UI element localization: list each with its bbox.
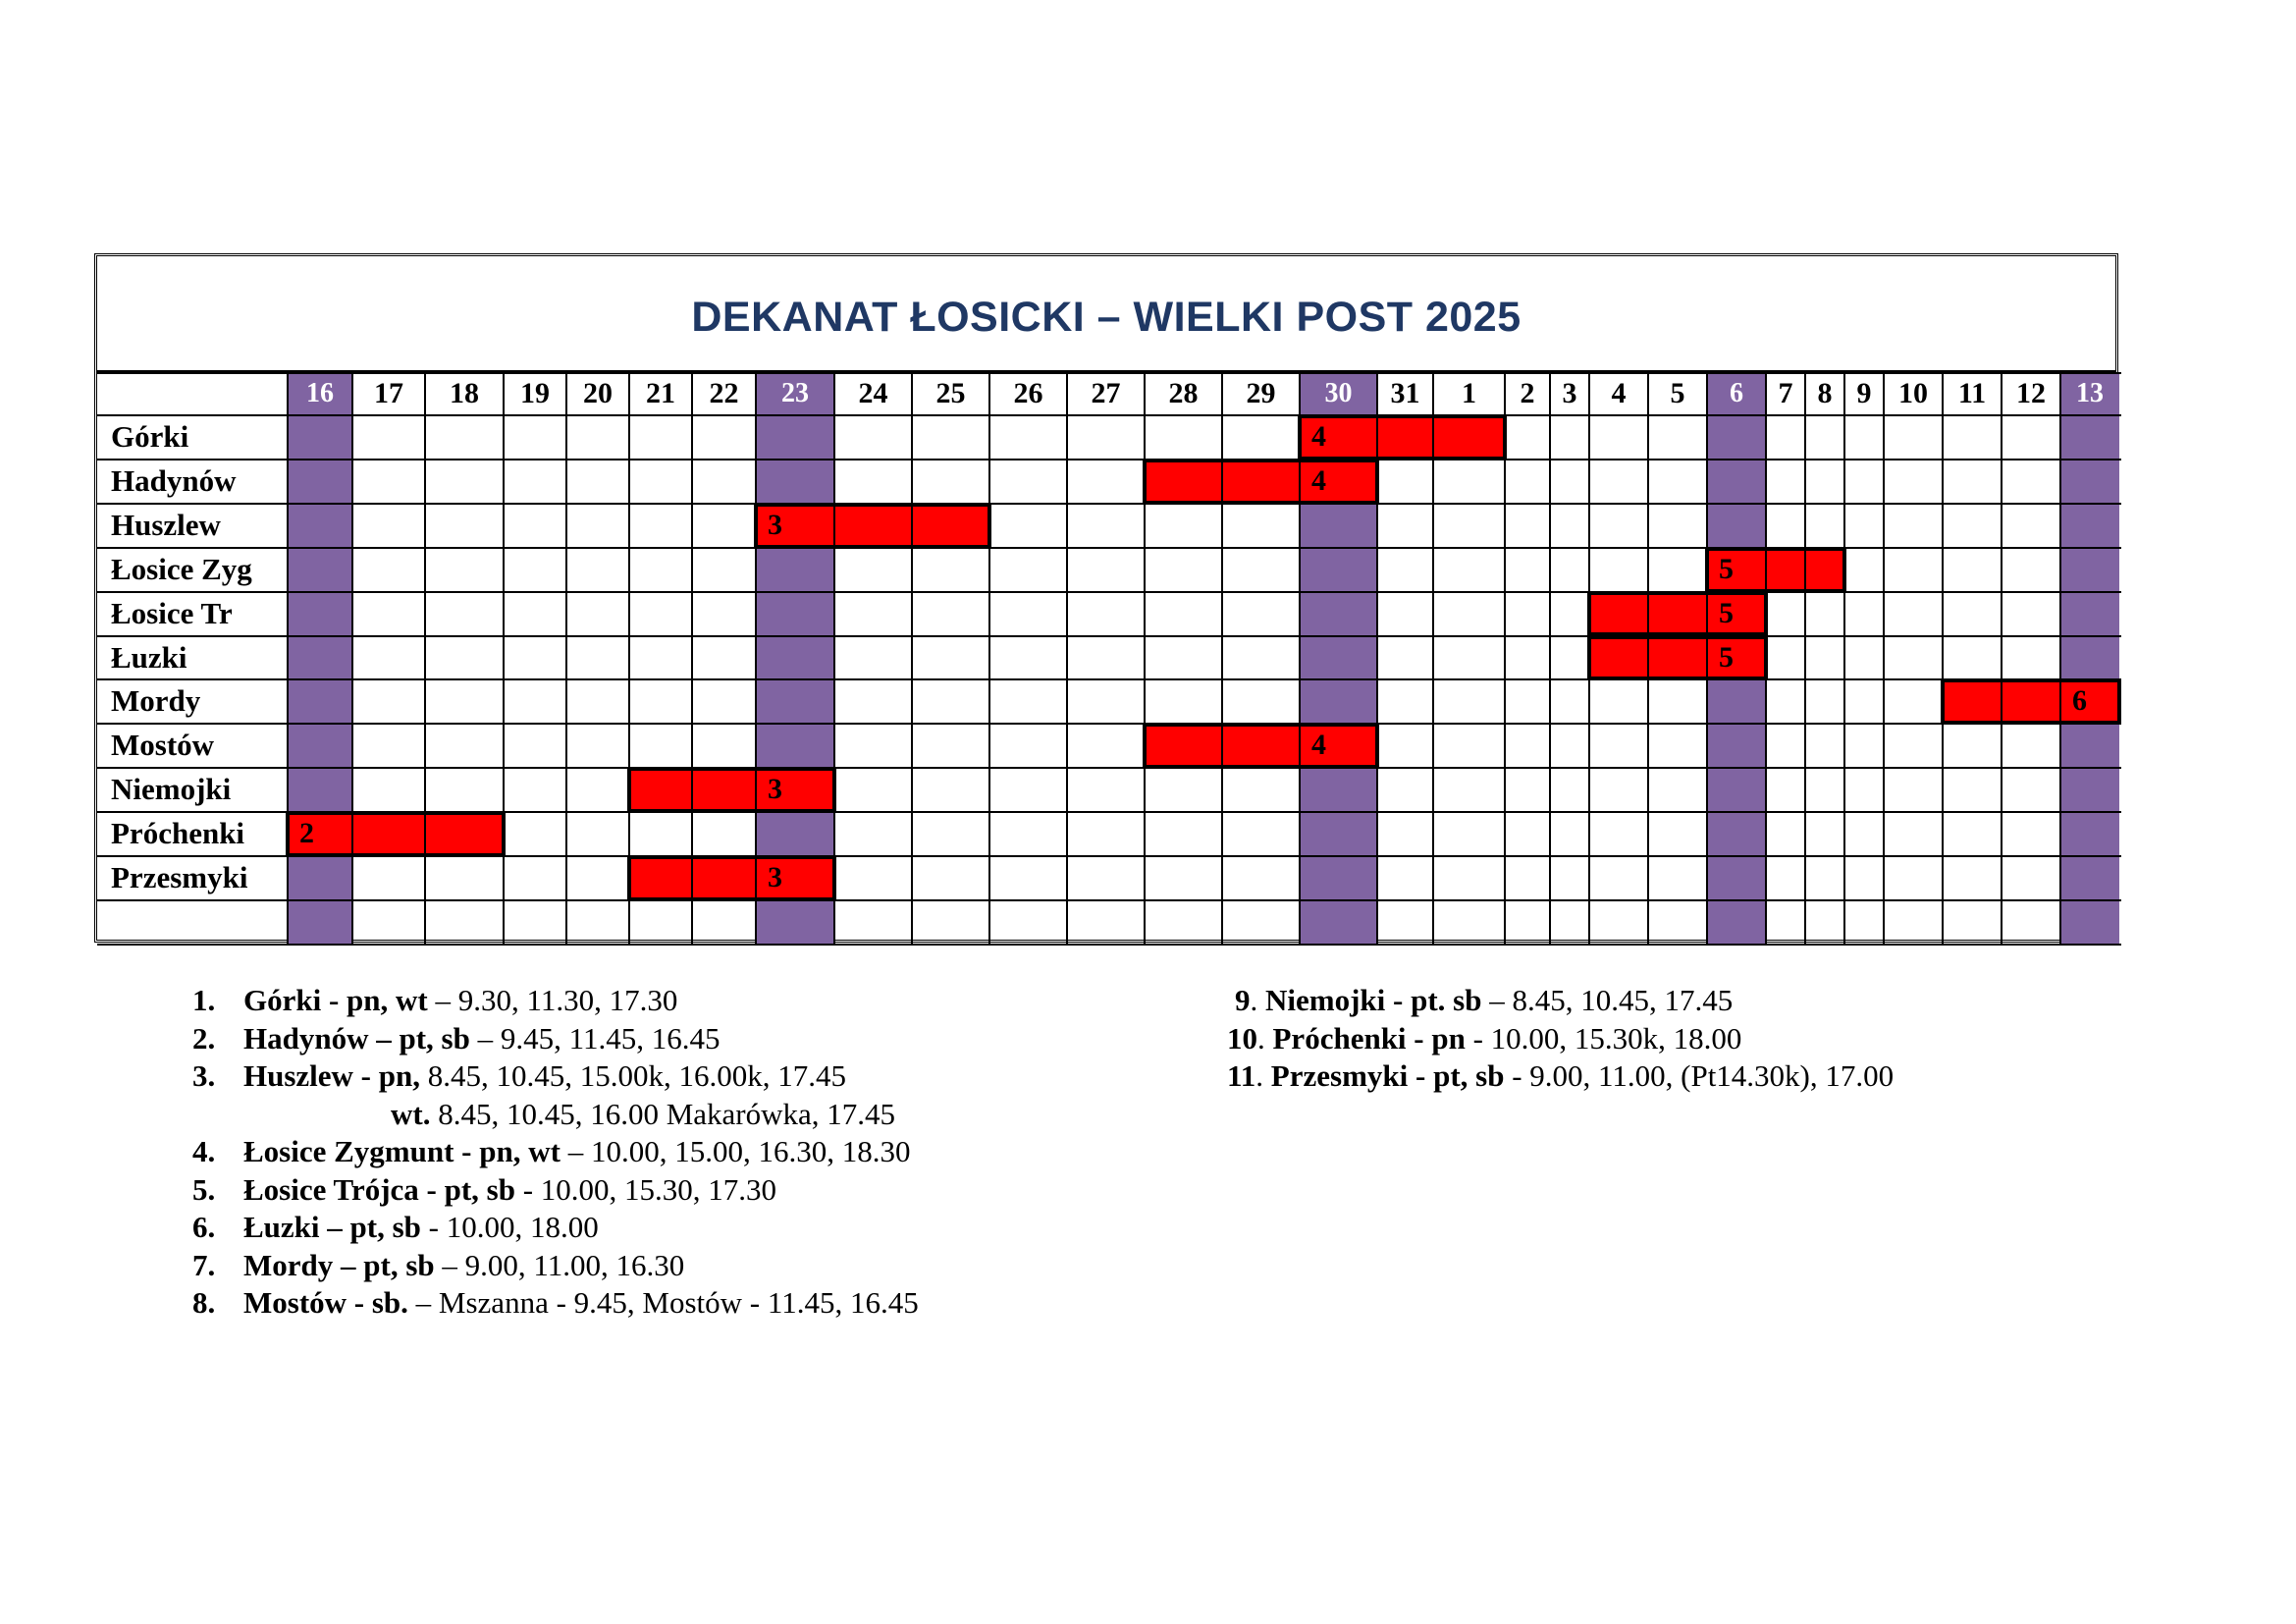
day-header: 30 <box>1324 378 1353 408</box>
column-line <box>988 373 990 945</box>
note-line <box>1227 982 2258 1020</box>
note-line <box>192 982 1223 1020</box>
bar-cell-divider <box>755 856 757 900</box>
event-number: 3 <box>768 508 782 541</box>
event-bar <box>1143 723 1379 769</box>
event-bar <box>754 503 991 549</box>
note-line <box>192 1057 1223 1096</box>
column-line <box>2001 373 2002 945</box>
bar-cell-divider <box>691 856 693 900</box>
note-number: 6. <box>192 1210 216 1244</box>
day-header: 28 <box>1168 377 1199 409</box>
note-number: 7. <box>192 1247 216 1282</box>
note-text: – 9.45, 11.45, 16.45 <box>469 1020 721 1056</box>
day-header: 10 <box>1898 377 1928 409</box>
note-number: 2. <box>192 1020 216 1056</box>
note-number: 5. <box>192 1171 216 1207</box>
day-header: 31 <box>1390 377 1420 409</box>
day-header: 24 <box>858 377 888 409</box>
bar-cell-divider <box>2001 679 2002 724</box>
row-label: Niemojki <box>111 772 232 807</box>
note-line <box>1227 1057 2258 1096</box>
day-header: 21 <box>646 377 675 409</box>
note-text: Górki - pn, wt <box>243 983 428 1017</box>
day-header: 29 <box>1246 377 1276 409</box>
column-line <box>424 373 426 945</box>
column-line <box>1843 373 1845 945</box>
note-text: - 10.00, 15.30k, 18.00 <box>1465 1020 1742 1056</box>
event-bar <box>1587 591 1768 637</box>
day-header: 2 <box>1520 377 1535 409</box>
bar-cell-divider <box>1221 724 1223 768</box>
row-label: Łuzki <box>111 639 187 675</box>
event-number: 6 <box>2072 684 2087 718</box>
day-header: 25 <box>935 377 966 409</box>
event-number: 2 <box>299 817 314 850</box>
note-text: – 9.30, 11.30, 17.30 <box>427 983 678 1017</box>
event-number: 3 <box>768 861 782 893</box>
note-text: Niemojki - pt. sb <box>1265 983 1482 1017</box>
event-number: 3 <box>768 773 782 806</box>
bar-cell-divider <box>1647 592 1649 636</box>
note-number: 8. <box>192 1285 216 1320</box>
note-text: Łosice Trójca - pt, sb <box>243 1171 515 1207</box>
note-separator: . <box>1250 983 1265 1017</box>
day-header: 18 <box>450 377 479 409</box>
column-line <box>287 373 289 945</box>
note-text: – 9.00, 11.00, 16.30 <box>434 1247 685 1282</box>
event-bar <box>627 767 836 813</box>
row-label: Próchenki <box>111 816 245 851</box>
note-text: Huszlew - pn, <box>243 1058 420 1093</box>
bar-cell-divider <box>2059 679 2061 724</box>
bar-cell-divider <box>1376 415 1378 460</box>
bar-cell-divider <box>1432 415 1434 460</box>
bar-cell-divider <box>833 504 835 548</box>
note-text: 8.45, 10.45, 16.00 Makarówka, 17.45 <box>430 1096 896 1131</box>
row-label: Łosice Zyg <box>111 551 252 586</box>
day-header: 4 <box>1611 377 1627 409</box>
note-line <box>192 1020 1223 1058</box>
day-header: 1 <box>1462 377 1476 409</box>
row-label: Hadynów <box>111 462 237 498</box>
row-line <box>97 944 2121 946</box>
day-header: 11 <box>1957 377 1987 409</box>
column-line <box>2059 373 2061 945</box>
event-bar <box>286 811 506 857</box>
note-text: – 8.45, 10.45, 17.45 <box>1481 983 1734 1017</box>
event-bar <box>1298 414 1507 460</box>
note-text: wt. <box>391 1096 431 1131</box>
row-line <box>97 723 2121 725</box>
row-line <box>97 678 2121 680</box>
row-label: Łosice Tr <box>111 595 233 630</box>
event-number: 5 <box>1719 552 1734 585</box>
note-line <box>192 1171 1223 1210</box>
note-number: 3. <box>192 1058 216 1093</box>
bar-cell-divider <box>1221 460 1223 504</box>
note-text: – Mszanna - 9.45, Mostów - 11.45, 16.45 <box>407 1285 919 1320</box>
event-bar <box>627 855 836 901</box>
day-header: 6 <box>1730 378 1743 408</box>
title-row <box>97 256 2115 372</box>
bar-cell-divider <box>1804 548 1806 592</box>
notes-right <box>1227 982 2258 1096</box>
event-number: 5 <box>1719 640 1734 674</box>
row-label: Górki <box>111 419 189 454</box>
note-line <box>192 1209 1223 1247</box>
note-text: Łosice Zygmunt - pn, wt <box>243 1134 561 1168</box>
event-bar <box>1587 635 1768 681</box>
day-header: 12 <box>2016 377 2046 409</box>
note-line <box>192 1247 1223 1285</box>
day-header: 27 <box>1091 377 1121 409</box>
note-text: Mordy – pt, sb <box>243 1247 435 1282</box>
page-title: DEKANAT ŁOSICKI – WIELKI POST 2025 <box>691 294 1522 341</box>
note-separator: . <box>1255 1058 1271 1093</box>
note-text: Hadynów – pt, sb <box>243 1020 470 1056</box>
event-bar <box>1941 678 2121 725</box>
day-header: 17 <box>374 377 403 409</box>
bar-cell-divider <box>1706 592 1708 636</box>
day-header: 26 <box>1013 377 1043 409</box>
bar-cell-divider <box>911 504 913 548</box>
note-line <box>192 1284 1223 1323</box>
column-line <box>1066 373 1068 945</box>
note-text: – 10.00, 15.00, 16.30, 18.30 <box>560 1134 911 1168</box>
column-line <box>1883 373 1885 945</box>
row-label: Huszlew <box>111 507 221 542</box>
note-number: 10 <box>1227 1020 1257 1056</box>
note-text: Próchenki - pn <box>1272 1020 1466 1056</box>
note-text: - 10.00, 18.00 <box>420 1210 599 1244</box>
bar-cell-divider <box>691 768 693 812</box>
note-number: 9 <box>1235 983 1251 1017</box>
bar-cell-divider <box>755 768 757 812</box>
day-header: 7 <box>1778 377 1793 409</box>
note-line <box>1227 1020 2258 1058</box>
note-text: - 9.00, 11.00, (Pt14.30k), 17.00 <box>1504 1058 1895 1093</box>
row-line <box>97 767 2121 769</box>
row-line <box>97 459 2121 460</box>
event-number: 4 <box>1311 463 1326 497</box>
day-header: 13 <box>2076 378 2104 408</box>
bar-cell-divider <box>424 812 426 856</box>
event-number: 4 <box>1311 420 1326 453</box>
note-text: 8.45, 10.45, 15.00k, 16.00k, 17.45 <box>420 1058 846 1093</box>
event-number: 5 <box>1719 596 1734 629</box>
note-line <box>192 1133 1223 1171</box>
day-header: 5 <box>1670 377 1685 409</box>
note-text: Mostów - sb. <box>243 1285 408 1320</box>
bar-cell-divider <box>1706 636 1708 680</box>
row-line <box>97 503 2121 505</box>
row-line <box>97 635 2121 637</box>
schedule-table <box>94 253 2118 943</box>
column-line <box>565 373 567 945</box>
note-number: 11 <box>1227 1058 1256 1093</box>
note-text: Przesmyki - pt, sb <box>1270 1058 1505 1093</box>
day-header: 8 <box>1817 377 1833 409</box>
column-line <box>351 373 353 945</box>
day-header: 22 <box>709 377 739 409</box>
note-text: Łuzki – pt, sb <box>243 1210 421 1244</box>
day-header: 23 <box>781 378 809 408</box>
bar-cell-divider <box>351 812 353 856</box>
bar-cell-divider <box>1647 636 1649 680</box>
column-line <box>503 373 505 945</box>
row-line <box>97 899 2121 901</box>
note-number: 4. <box>192 1134 216 1168</box>
column-line <box>1942 373 1944 945</box>
note-line <box>192 1096 1223 1134</box>
day-header: 20 <box>583 377 613 409</box>
day-header: 3 <box>1562 377 1577 409</box>
bar-cell-divider <box>1299 724 1301 768</box>
column-line <box>911 373 913 945</box>
day-header: 9 <box>1856 377 1872 409</box>
column-line <box>1804 373 1806 945</box>
day-header: 16 <box>306 378 334 408</box>
event-bar <box>1143 459 1379 505</box>
note-text: - 10.00, 15.30, 17.30 <box>514 1171 777 1207</box>
bar-cell-divider <box>1299 460 1301 504</box>
note-number: 1. <box>192 983 216 1017</box>
row-label: Przesmyki <box>111 860 248 894</box>
event-number: 4 <box>1311 729 1326 762</box>
notes-left <box>192 982 1223 1323</box>
bar-cell-divider <box>1765 548 1767 592</box>
row-label: Mordy <box>111 683 201 719</box>
column-line <box>1549 373 1551 945</box>
note-separator: . <box>1257 1020 1273 1056</box>
row-label: Mostów <box>111 728 215 763</box>
day-header: 19 <box>520 377 550 409</box>
